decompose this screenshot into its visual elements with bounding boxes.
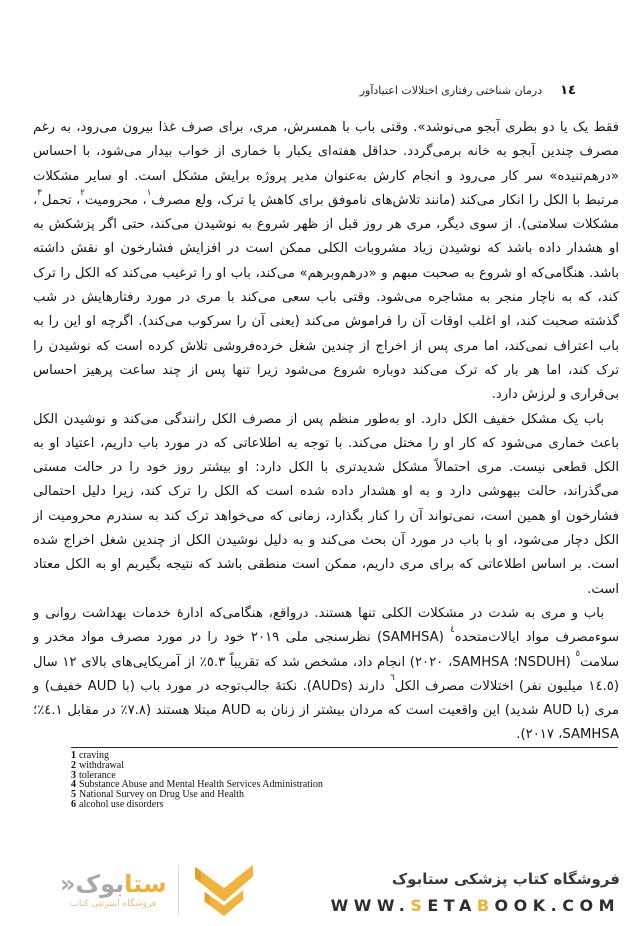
footnote-item: 2 withdrawal	[71, 759, 124, 771]
url-segment: ETA	[427, 896, 477, 915]
url-segment: S	[410, 896, 428, 915]
wordmark-quote-mark: «	[60, 870, 76, 898]
footnote-marker: ٦	[390, 673, 395, 684]
wordmark-amber-part: ستا	[124, 870, 167, 898]
footnote-item: 1 craving	[71, 750, 109, 761]
footnote-item: 6 alcohol use disorders	[71, 798, 164, 810]
store-url	[331, 896, 620, 915]
footnote-item: 3 tolerance	[71, 769, 116, 781]
setabook-logo	[60, 861, 258, 919]
running-title: درمان شناختی رفتاری اختلالات اعتیادآور	[359, 84, 543, 97]
logo-divider	[178, 865, 179, 915]
wordmark-gray-part: بوک	[75, 870, 125, 898]
footnote-item: 5 National Survey on Drug Use and Health	[71, 789, 244, 801]
footnote-marker: ١	[146, 187, 152, 198]
logo-wordmark-text	[60, 871, 167, 897]
footnote-item: 4 Substance Abuse and Mental Health Services Administration	[71, 779, 323, 791]
footnote-number: 4	[71, 779, 76, 791]
footnote-number: 6	[71, 798, 76, 810]
store-title: فروشگاه کتاب پزشکی ستابوک	[391, 870, 620, 888]
footnote-marker: ٤	[450, 624, 455, 635]
footnotes	[71, 747, 618, 810]
logo-tagline: فروشگاه اینترنتی کتاب	[70, 899, 157, 909]
page-footer	[0, 852, 643, 926]
footer-brand	[331, 870, 620, 915]
footnote-number: 2	[71, 759, 76, 771]
footnote-number: 3	[71, 769, 76, 781]
url-segment: WWW.	[330, 896, 411, 915]
footnote-marker: ٢	[80, 187, 85, 198]
page-header	[360, 83, 576, 98]
paragraph: فقط یک یا دو بطری آبجو می‌نوشد». وقتی باب با همسرش، مری، برای صرف غذا بیرون می‌رود، به رغم مصرف چندین آبجو به خانه برمی‌گردد. حداقل هفته‌ای یکبار با خماری از خواب بیدار می‌شود، با احساس «درهم‌تنیده» سر کار می‌رود و انجام کارش به‌عنوان مدیر پروژه برایش مشکل است. او سایر مشکلات مرتبط با الکل را انکار می‌کند (مانند تلاش‌های ناموفق برای کاهش یا ترک، ولع مصرف$^١$، محرومیت$^٢$، تحمل$^٣$، مشکلات سلامتی). از سوی دیگر، مری هر روز قبل از ظهر شروع به نوشیدن می‌کند، حتی اگر پزشکش به او هشدار داده باشد که نوشیدن زیاد مشروبات الکلی ممکن است در افزایش فشارخون او نقش داشته باشد. هنگامی‌که او شروع به صحبت مبهم و «درهم‌وبرهم» می‌کند، باب او را ترغیب می‌کند که الکل را ترک کند، که به ناچار منجر به مشاجره می‌شود. وقتی باب سعی می‌کند با مری در مورد رفتارهایش در شب گذشته صحبت کند، او اغلب اوقات آن را فراموش می‌کند (یعنی آن را سرکوب می‌کند). اگرچه او این را به باب اعتراف نمی‌کند، اما مری پس از اخراج از چندین شغل خرده‌فروشی تلاش کرده است که نوشیدن را ترک کند، اما هر بار که ترک می‌کند دوباره شروع می‌شود زیرا تنها پس از چند ساعت پرهیز احساس بی‌قراری و لرزش دارد.	[33, 120, 619, 403]
url-segment: OOK.COM	[494, 896, 620, 915]
footnote-marker: ٣	[37, 187, 42, 198]
paragraph: باب و مری به شدت در مشکلات الکلی تنها هستند. درواقع، هنگامی‌که ادارۀ خدمات بهداشت روانی و سوءمصرف مواد ایالات‌متحده$^٤$ (SAMHSA) نظرسنجی ملی ٢٠١٩ خود را در مورد مصرف مواد مخدر و سلامت$^٥$ (NSDUH؛ SAMHSA، ٢٠٢٠) انجام داد، مشخص شد که تقریباً ٥.٣٪ از آمریکایی‌های بالای ١٢ سال (١٤.٥ میلیون نفر) اختلالات مصرف الکل$^٦$ دارند (AUDs). نکتۀ جالب‌توجه در مورد باب (با AUD خفیف) و مری (با AUD شدید) این واقعیت است که مردان بیشتر از زنان به AUD مبتلا هستند (٧.٨٪ در مقابل ٤.١٪؛ SAMHSA، ٢٠١٧).	[33, 605, 620, 743]
footnote-number: 5	[71, 789, 76, 801]
body-text	[33, 116, 619, 748]
logo-wordmark	[60, 871, 167, 909]
footnote-number: 1	[71, 750, 76, 761]
page-number: ١٤	[560, 83, 576, 98]
setabook-chevron-icon	[190, 861, 258, 919]
footnote-marker: ٥	[575, 649, 581, 660]
paragraph: باب یک مشکل خفیف الکل دارد. او به‌طور منظم پس از مصرف الکل رانندگی می‌کند و نوشیدن الکل باعث خماری می‌شود که کار او را مختل می‌کند. با توجه به اطلاعاتی که در مورد باب داریم، اعتیاد او به الکل قطعی نیست. مری احتمالاً مشکل شدیدتری با الکل دارد: او بیشتر روز خود را در حالت مستی می‌گذراند، حالت بیهوشی دارد و به او هشدار داده شده است که الکل را ترک کند، زیرا دلیل احتمالی فشارخون او همین است، نمی‌تواند آن را کنار بگذارد، زمانی که می‌خواهد ترک کند به سندرم محرومیت از الکل دچار می‌شود، او با باب در مورد آن بحث می‌کند و به دلیل نوشیدن الکل از چندین شغل اخراج شده است. بر اساس اطلاعاتی که برای مری داریم، ممکن است منطقی باشد که نتیجه بگیریم او به الکل معتاد است.	[33, 411, 619, 597]
url-segment: B	[476, 896, 495, 915]
